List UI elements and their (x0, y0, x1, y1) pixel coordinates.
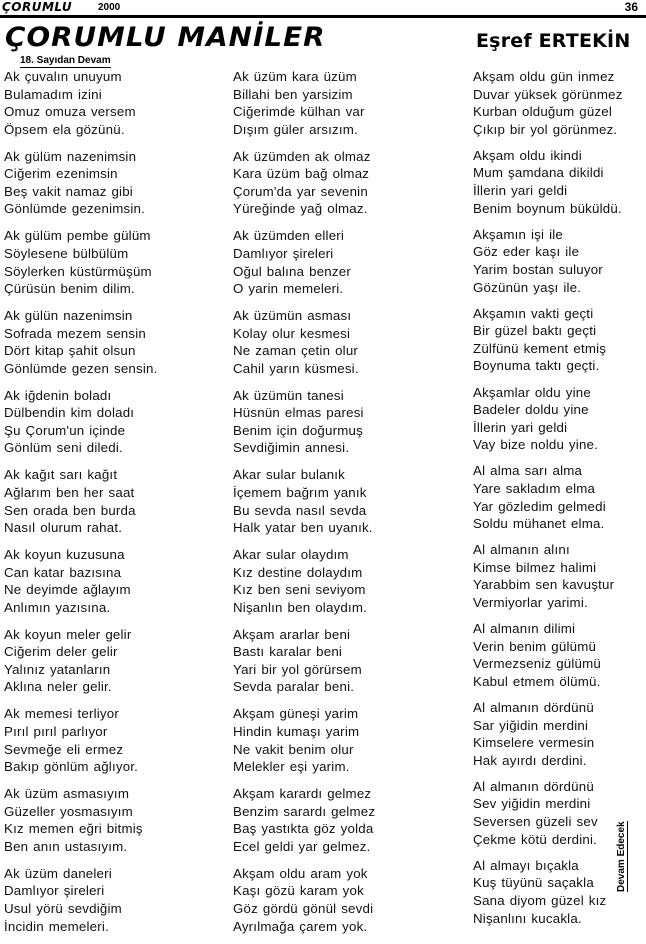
verse-line: Ak üzümün asması (233, 308, 352, 324)
stanza (4, 148, 216, 218)
publication-name: ÇORUMLU (2, 0, 73, 14)
stanza (473, 147, 641, 217)
verse-line: Ciğerim ezenimsin (4, 166, 118, 182)
verse-line: Mum şamdana dikildi (473, 165, 604, 181)
verse-line: Göz eder kaşı ile (473, 244, 580, 260)
stanza (233, 546, 455, 616)
verse-line: Nişanlın ben olaydım. (233, 599, 368, 615)
stanza (473, 384, 641, 454)
verse-line: Bulamadım izini (4, 86, 102, 102)
verse-line: Ciğerimde külhan var (233, 104, 365, 120)
header-rule (0, 15, 646, 18)
verse-line: Kara üzüm bağ olmaz (233, 166, 370, 182)
verse-line: Aklına neler gelir. (4, 679, 112, 695)
verse-line: Yarim bostan suluyor (473, 261, 603, 277)
verse-line: Ak gülüm pembe gülüm (4, 228, 151, 244)
verse-line: Yar gözledim gelmedi (473, 498, 606, 514)
verse-line: Vay bize noldu yine. (473, 437, 599, 453)
verse-line: İllerin yari geldi (473, 419, 568, 435)
stanza (4, 68, 216, 138)
verse-line: Melekler eşi yarim. (233, 759, 350, 775)
verse-line: Vermezseniz gülümü (473, 656, 602, 672)
stanza (4, 546, 216, 616)
verse-line: Akşam ararlar beni (233, 626, 351, 642)
verse-line: Al alma sarı alma (473, 463, 583, 479)
verse-line: Ak üzüm daneleri (4, 865, 112, 881)
verse-line: Hindin kumaşı yarim (233, 723, 360, 739)
stanza (233, 148, 455, 218)
stanza (4, 626, 216, 696)
stanza (473, 68, 641, 138)
verse-line: Nasıl olurum rahat. (4, 520, 123, 536)
verse-line: Sevdiğimin annesi. (233, 440, 350, 456)
verse-line: Kurban olduğum güzel (473, 104, 613, 120)
stanza (473, 462, 641, 532)
verse-line: Kız memen eğri bitmiş (4, 821, 143, 837)
verse-line: Al almanın dördünü (473, 778, 594, 794)
stanza (4, 865, 216, 935)
verse-line: İllerin yari geldi (473, 183, 568, 199)
verse-line: Öpsem ela gözünü. (4, 121, 125, 137)
verse-line: Gözünün yaşı ile. (473, 279, 582, 295)
verse-line: Baş yastıkta göz yolda (233, 821, 374, 837)
verse-line: Anlımın yazısına. (4, 599, 111, 615)
page-number: 36 (624, 0, 638, 14)
verse-line: Omuz omuza versem (4, 104, 136, 120)
verse-line: O yarin memeleri. (233, 281, 344, 297)
verse-line: Bakıp gönlüm ağlıyor. (4, 759, 139, 775)
verse-line: Ak koyun meler gelir (4, 626, 132, 642)
verse-line: Ak üzüm asmasıyım (4, 786, 130, 802)
verse-line: Sen orada ben burda (4, 502, 136, 518)
verse-line: Yare sakladım elma (473, 480, 596, 496)
verse-line: Al almanın dördünü (473, 700, 594, 715)
poem-column-3 (473, 68, 641, 936)
verse-line: Nişanlını kucakla. (473, 910, 582, 926)
verse-line: Boynuma taktı geçti. (473, 358, 600, 374)
stanza (4, 466, 216, 536)
verse-line: Yari bir yol görürsem (233, 661, 362, 677)
verse-line: Ak üzümden ak olmaz (233, 148, 371, 164)
continued-note-label: Devam Edecek (616, 821, 627, 892)
stanza (233, 865, 455, 935)
verse-line: Sana diyom güzel kız (473, 892, 607, 908)
verse-line: Akşam oldu aram yok (233, 865, 368, 881)
stanza (4, 785, 216, 855)
verse-line: Kız ben seni seviyom (233, 582, 366, 598)
verse-line: Bu sevda nasıl sevda (233, 502, 367, 518)
verse-line: İncidin memeleri. (4, 918, 109, 934)
verse-line: Dışım güler arsızım. (233, 121, 358, 137)
verse-line: Çürüsün benim dilim. (4, 281, 135, 297)
verse-line: Dört kitap şahit olsun (4, 343, 136, 359)
verse-line: Gönlümde gezenimsin. (4, 201, 145, 217)
publication-year: 2000 (98, 2, 121, 13)
verse-line: Billahi ben yarsizim (233, 86, 353, 102)
verse-line: Akşamın vakti geçti (473, 305, 594, 321)
verse-line: Zülfünü kement etmiş (473, 340, 607, 356)
verse-line: Ak kağıt sarı kağıt (4, 467, 118, 483)
stanza (233, 387, 455, 457)
verse-line: Bir güzel baktı geçti (473, 323, 597, 339)
verse-line: Yalınız yatanların (4, 661, 111, 677)
continued-note (616, 812, 630, 892)
verse-line: Çorum'da yar sevenin (233, 183, 368, 199)
verse-line: Badeler doldu yine (473, 402, 589, 418)
verse-line: Ayrılmağa çarem yok. (233, 918, 368, 934)
verse-line: Akşam güneşi yarim (233, 706, 359, 722)
verse-line: Sevmeğe eli ermez (4, 741, 124, 757)
verse-line: Çekme kötü derdini. (473, 831, 598, 847)
verse-line: Gönlüm seni diledi. (4, 440, 123, 456)
verse-line: İçemem bağrım yanık (233, 484, 367, 500)
verse-line: Kuş tüyünü saçakla (473, 875, 594, 891)
stanza (233, 68, 455, 138)
verse-line: Cahil yarın küsmesi. (233, 360, 359, 376)
stanza (473, 620, 641, 690)
verse-line: Ak memesi terliyor (4, 706, 119, 722)
verse-line: Benim boynum büküldü. (473, 200, 622, 216)
verse-line: Al almanın dilimi (473, 621, 576, 637)
verse-line: Kız destine dolaydım (233, 564, 363, 580)
verse-line: Vermiyorlar yarimi. (473, 595, 588, 611)
verse-line: Ne zaman çetin olur (233, 343, 359, 359)
verse-line: Ak gülüm nazenimsin (4, 148, 137, 164)
stanza (233, 307, 455, 377)
article-title: ÇORUMLU MANİLER (5, 22, 326, 53)
verse-line: Can katar bazısına (4, 564, 122, 580)
verse-line: Akşam oldu gün inmez (473, 69, 615, 84)
verse-line: Damlıyor şireleri (4, 883, 105, 899)
verse-line: Kolay olur kesmesi (233, 325, 351, 341)
verse-line: Sofrada mezem sensin (4, 325, 146, 341)
author-name: Eşref ERTEKİN (476, 30, 631, 52)
verse-line: Soldu mühanet elma. (473, 516, 605, 532)
verse-line: Ak gülün nazenimsin (4, 308, 133, 324)
verse-line: Akşam karardı gelmez (233, 786, 372, 802)
verse-line: Ak üzüm kara üzüm (233, 69, 357, 84)
continuation-subtitle: 18. Sayıdan Devam (20, 55, 111, 66)
verse-line: Akşam oldu ikindi (473, 147, 582, 163)
verse-line: Al almayı bıçakla (473, 857, 579, 873)
stanza (4, 387, 216, 457)
stanza (233, 227, 455, 297)
verse-line: Göz gördü gönül sevdi (233, 900, 374, 916)
stanza (233, 626, 455, 696)
verse-line: Güzeller yosmasıyım (4, 803, 133, 819)
verse-line: Hak ayırdı derdini. (473, 752, 587, 768)
verse-line: Akşamlar oldu yine (473, 384, 591, 400)
verse-line: Şu Çorum'un içinde (4, 422, 126, 438)
stanza (473, 226, 641, 296)
verse-line: Oğul balına benzer (233, 263, 351, 279)
stanza (473, 541, 641, 611)
stanza (4, 705, 216, 775)
verse-line: Halk yatar ben uyanık. (233, 520, 373, 536)
verse-line: Ak çuvalın unuyum (4, 69, 122, 84)
verse-line: Ciğerim deler gelir (4, 644, 118, 660)
verse-line: Akşamın işi ile (473, 226, 563, 242)
verse-line: Yüreğinde yağ olmaz. (233, 201, 368, 217)
verse-line: Duvar yüksek görünmez (473, 86, 623, 102)
verse-line: Ne vakit benim olur (233, 741, 354, 757)
verse-line: Akar sular bulanık (233, 467, 346, 483)
verse-line: Ak üzümün tanesi (233, 387, 344, 403)
verse-line: Yarabbim sen kavuştur (473, 577, 615, 593)
verse-line: Ağlarım ben her saat (4, 484, 135, 500)
verse-line: Benim için doğurmuş (233, 422, 363, 438)
verse-line: Ecel geldi yar gelmez. (233, 838, 371, 854)
verse-line: Seversen güzeli sev (473, 814, 598, 830)
verse-line: Sevda paralar beni. (233, 679, 355, 695)
verse-line: Ben anın ustasıyım. (4, 838, 128, 854)
verse-line: Sev yiğidin merdini (473, 796, 591, 812)
verse-line: Kaşı gözü karam yok (233, 883, 364, 899)
stanza (233, 466, 455, 536)
verse-line: Çıkıp bir yol görünmez. (473, 121, 618, 137)
verse-line: Verin benim gülümü (473, 638, 597, 654)
verse-line: Ak üzümden elleri (233, 228, 345, 244)
verse-line: Bastı karalar beni (233, 644, 343, 660)
verse-line: Kabul etmem ölümü. (473, 673, 601, 689)
verse-line: Al almanın alını (473, 542, 570, 558)
stanza (4, 227, 216, 297)
stanza (473, 305, 641, 375)
verse-line: Söylesene bülbülüm (4, 245, 129, 261)
verse-line: Benzim sarardı gelmez (233, 803, 376, 819)
verse-line: Sar yiğidin merdini (473, 717, 589, 733)
verse-line: Kimse bilmez halimi (473, 559, 597, 575)
verse-line: Beş vakit namaz gibi (4, 183, 133, 199)
page-header (0, 0, 646, 16)
verse-line: Dülbendin kim doladı (4, 405, 135, 421)
poem-column-1 (4, 68, 216, 944)
verse-line: Usul yörü sevdiğim (4, 900, 122, 916)
stanza (233, 785, 455, 855)
verse-line: Gönlümde gezen sensin. (4, 360, 158, 376)
stanza (4, 307, 216, 377)
verse-line: Hüsnün elmas paresi (233, 405, 364, 421)
stanza (473, 699, 641, 769)
verse-line: Kimselere vermesin (473, 735, 595, 751)
verse-line: Ak koyun kuzusuna (4, 547, 125, 563)
verse-line: Ne deyimde ağlayım (4, 582, 131, 598)
verse-line: Söylerken küstürmüşüm (4, 263, 152, 279)
verse-line: Damlıyor şireleri (233, 245, 334, 261)
poem-column-2 (233, 68, 455, 944)
stanza (233, 705, 455, 775)
verse-line: Ak iğdenin boladı (4, 387, 112, 403)
verse-line: Pırıl pırıl parlıyor (4, 723, 108, 739)
verse-line: Akar sular olaydım (233, 547, 349, 563)
